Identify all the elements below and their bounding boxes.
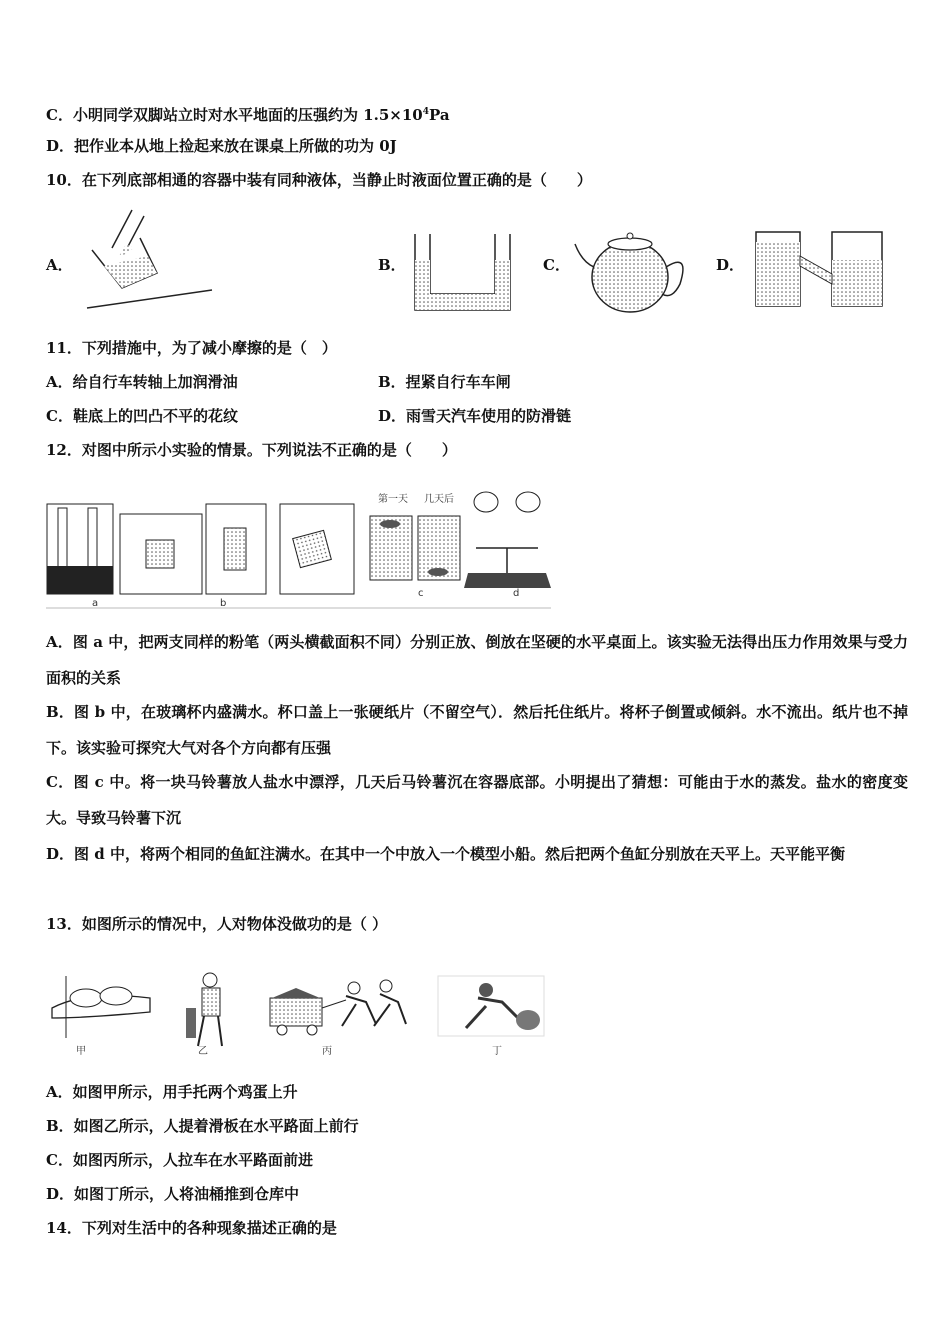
q10-figure-b xyxy=(410,232,515,314)
q11-stem: 11．下列措施中，为了减小摩擦的是（ ） xyxy=(46,339,337,357)
q12-fig-label-b: b xyxy=(220,598,227,609)
q12-option-c: C．图 c 中。将一块马铃薯放人盐水中漂浮，几天后马铃薯沉在容器底部。小明提出了猜想：可能由于水的蒸发。盐水的密度变大。导致马铃薯下沉 xyxy=(46,773,908,827)
q12-fig-label-c: c xyxy=(418,588,424,599)
q13-stem: 13．如图所示的情况中，人对物体没做功的是（ ） xyxy=(46,915,388,933)
q13-fig-label-ding: 丁 xyxy=(492,1046,502,1057)
q10-figure-c xyxy=(572,222,692,317)
q13-option-a: A．如图甲所示，用手托两个鸡蛋上升 xyxy=(46,1083,298,1101)
q10-stem: 10．在下列底部相通的容器中装有同种液体，当静止时液面位置正确的是（ ） xyxy=(46,171,592,189)
q13-option-b: B．如图乙所示，人提着滑板在水平路面上前行 xyxy=(46,1117,359,1135)
q12-fig-text-later: 几天后 xyxy=(424,494,454,505)
q12-option-b: B．图 b 中，在玻璃杯内盛满水。杯口盖上一张硬纸片（不留空气）．然后托住纸片。将杯子倒置或倾斜。水不流出。纸片也不掉下。该实验可探究大气对各个方向都有压强 xyxy=(46,703,908,757)
q12-fig-label-d: d xyxy=(513,588,520,599)
q14-stem: 14．下列对生活中的各种现象描述正确的是 xyxy=(46,1219,337,1237)
q10-label-b: B． xyxy=(378,256,406,274)
q9-option-c: C．小明同学双脚站立时对水平地面的压强约为 $1.5\times 10^4Pa$ xyxy=(46,106,450,124)
q12-option-a: A．图 a 中，把两支同样的粉笔（两头横截面积不同）分别正放、倒放在坚硬的水平桌面上。该实验无法得出压力作用效果与受力面积的关系 xyxy=(46,633,908,687)
q13-figure xyxy=(46,968,551,1060)
q12-option-d: D．图 d 中，将两个相同的鱼缸注满水。在其中一个中放入一个模型小船。然后把两个鱼缸分别放在天平上。天平能平衡 xyxy=(46,845,845,863)
q11-option-c: C．鞋底上的凹凸不平的花纹 xyxy=(46,407,238,425)
q12-stem: 12．对图中所示小实验的情景。下列说法不正确的是（ ） xyxy=(46,441,457,459)
q9-option-d: D．把作业本从地上捡起来放在课桌上所做的功为 0J xyxy=(46,137,397,155)
q11-option-b: B．捏紧自行车车闸 xyxy=(378,373,511,391)
q13-option-c: C．如图丙所示，人拉车在水平路面前进 xyxy=(46,1151,313,1169)
q11-option-d: D．雨雪天汽车使用的防滑链 xyxy=(378,407,572,425)
q12-fig-text-day1: 第一天 xyxy=(378,494,408,505)
q10-label-c: C． xyxy=(543,256,570,274)
q10-label-a: A． xyxy=(46,256,73,274)
q13-fig-label-yi: 乙 xyxy=(198,1046,208,1057)
q10-figure-a xyxy=(82,208,217,313)
q12-fig-label-a: a xyxy=(92,598,99,609)
q10-figure-d xyxy=(752,226,887,311)
q11-option-a: A．给自行车转轴上加润滑油 xyxy=(46,373,238,391)
q10-label-d: D． xyxy=(716,256,745,274)
q12-figure xyxy=(46,478,551,610)
q13-option-d: D．如图丁所示，人将油桶推到仓库中 xyxy=(46,1185,300,1203)
q13-fig-label-jia: 甲 xyxy=(76,1046,86,1057)
q13-fig-label-bing: 丙 xyxy=(322,1046,332,1057)
